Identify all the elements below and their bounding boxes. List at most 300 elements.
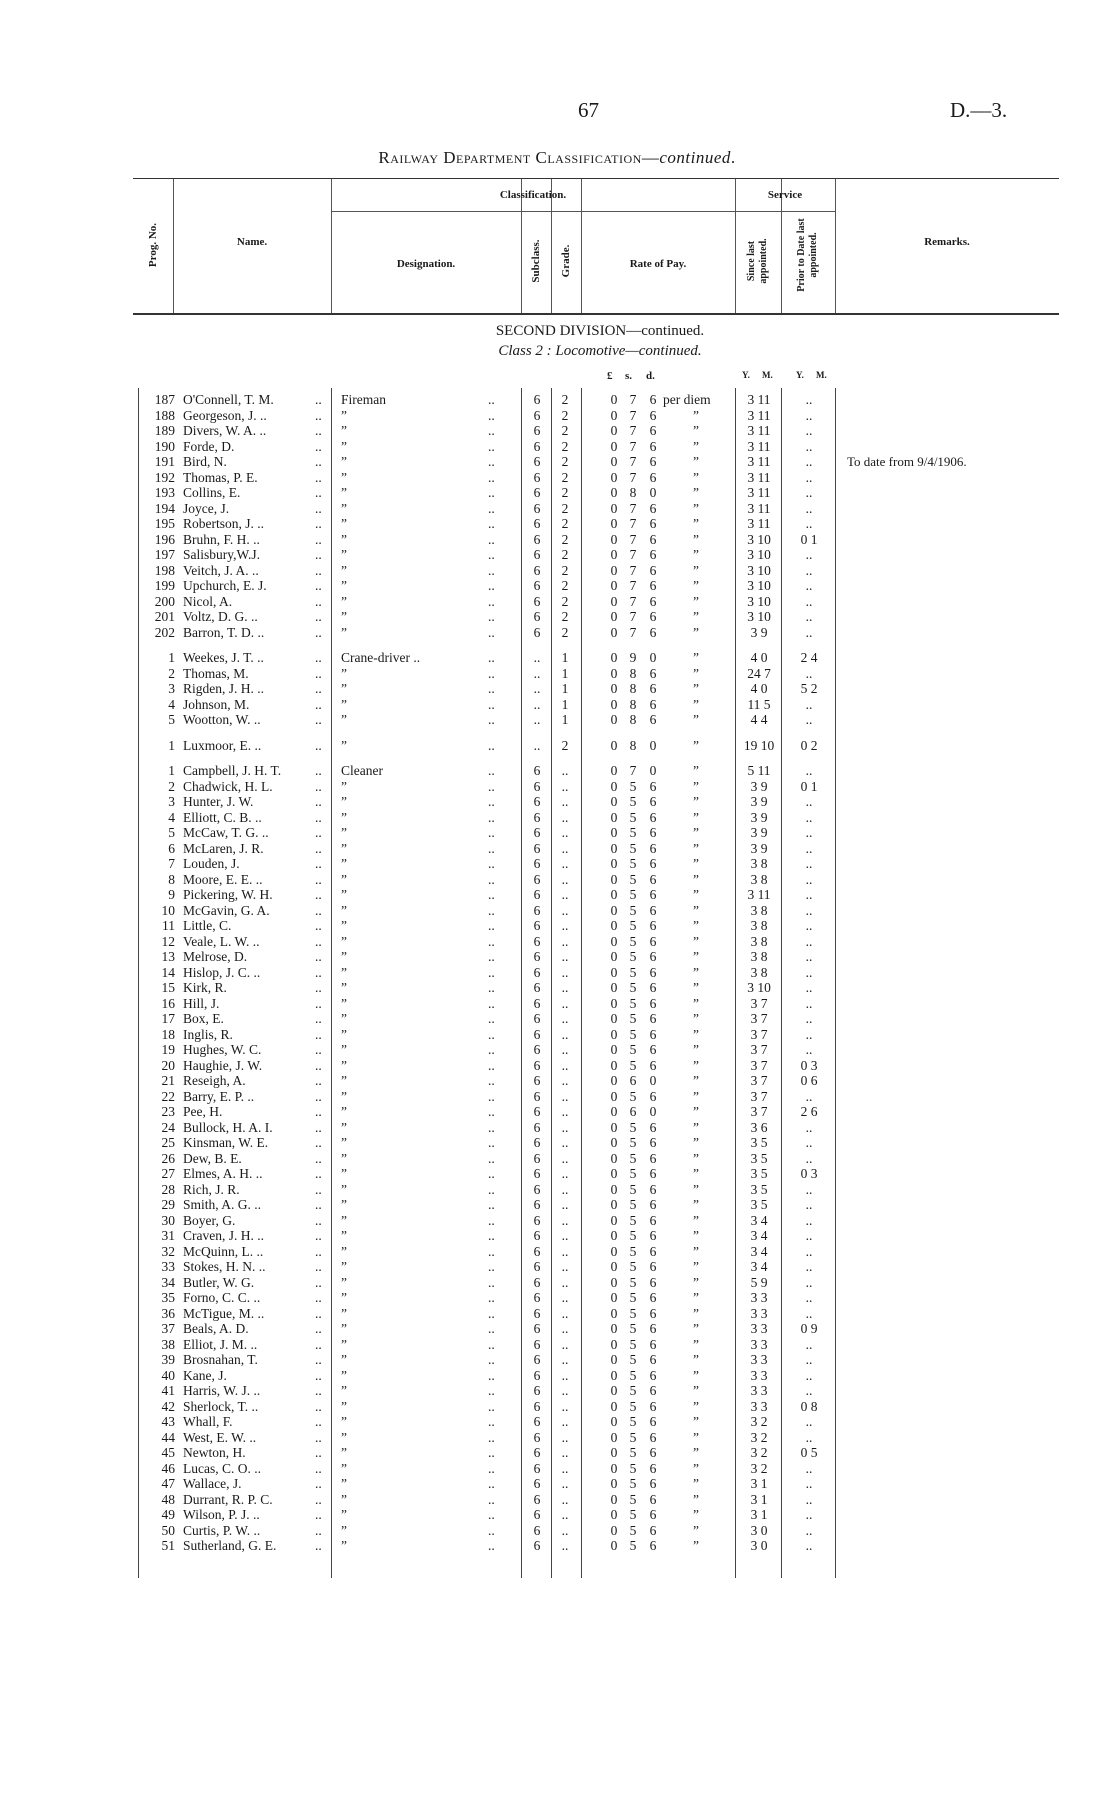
service-since-last: 3 11 — [747, 485, 771, 500]
table-row — [133, 1073, 1059, 1089]
service-since-last: 3 4 — [750, 1212, 768, 1228]
leader-dots: .. — [488, 1011, 495, 1026]
name: Bruhn, F. H. .. — [183, 531, 260, 547]
name: Bird, N. — [183, 454, 227, 469]
header-classification: Classification. — [499, 189, 567, 201]
grade: .. — [561, 1166, 569, 1181]
leader-dots: .. — [488, 794, 495, 809]
pay-period: ” — [693, 1491, 699, 1507]
pay-shillings: 7 — [629, 593, 637, 609]
service-since-last: 3 7 — [750, 995, 768, 1011]
designation: ” — [341, 871, 347, 887]
unit-pounds: £ — [607, 370, 613, 382]
pay-period: ” — [693, 995, 699, 1011]
subclass: 6 — [533, 624, 541, 640]
prog-no: 199 — [154, 578, 175, 593]
grade: .. — [561, 1243, 569, 1259]
designation: Crane-driver .. — [341, 650, 421, 665]
pay-period: ” — [693, 423, 699, 438]
service-since-last: 3 11 — [747, 392, 771, 407]
pay-period: ” — [693, 1429, 699, 1445]
leader-dots: .. — [315, 949, 322, 964]
subclass: .. — [533, 712, 541, 727]
pay-shillings: 5 — [629, 918, 637, 933]
service-prior: 0 1 — [800, 531, 818, 547]
leader-dots: .. — [488, 712, 495, 727]
leader-dots: .. — [315, 681, 322, 696]
header-prog-no: Prog. No. — [147, 222, 159, 268]
leader-dots: .. — [488, 609, 495, 624]
leader-dots: .. — [315, 887, 322, 902]
pay-pence: 6 — [649, 995, 657, 1011]
leader-dots: .. — [488, 1259, 495, 1274]
designation: ” — [341, 1290, 347, 1305]
leader-dots: .. — [488, 1243, 495, 1259]
table-row — [133, 1182, 1059, 1198]
service-since-last: 3 3 — [750, 1398, 768, 1414]
subclass: 6 — [533, 1476, 541, 1491]
prog-no: 197 — [154, 547, 175, 562]
leader-dots: .. — [488, 1321, 495, 1336]
leader-dots: .. — [488, 1445, 495, 1460]
leader-dots: .. — [315, 1057, 322, 1073]
header-grade: Grade. — [560, 244, 572, 278]
grade: .. — [561, 794, 569, 809]
prog-no: 13 — [161, 949, 175, 964]
pay-period: ” — [693, 1445, 699, 1460]
pay-shillings: 5 — [629, 980, 637, 995]
leader-dots: .. — [488, 423, 495, 438]
table-row — [133, 794, 1059, 810]
service-prior: .. — [805, 1228, 813, 1243]
leader-dots: .. — [488, 809, 495, 825]
pay-pounds: 0 — [610, 1321, 618, 1336]
service-since-last: 3 5 — [750, 1166, 768, 1181]
pay-period: ” — [693, 737, 699, 753]
pay-pence: 0 — [649, 1104, 657, 1119]
prog-no: 36 — [161, 1305, 175, 1321]
name: Elliot, J. M. .. — [183, 1336, 258, 1352]
designation: ” — [341, 624, 347, 640]
table-row — [133, 563, 1059, 579]
leader-dots: .. — [488, 454, 495, 469]
prog-no: 34 — [161, 1274, 175, 1290]
header-service: Service — [767, 189, 803, 201]
service-prior: 0 1 — [800, 778, 818, 794]
service-since-last: 3 1 — [750, 1476, 768, 1491]
prog-no: 18 — [161, 1026, 175, 1042]
pay-pounds: 0 — [610, 949, 618, 964]
grade: 2 — [561, 485, 569, 500]
pay-shillings: 7 — [629, 454, 637, 469]
prog-no: 3 — [168, 794, 175, 809]
leader-dots: .. — [488, 1197, 495, 1212]
prog-no: 31 — [161, 1228, 175, 1243]
pay-period: ” — [693, 1274, 699, 1290]
prog-no: 51 — [161, 1538, 175, 1553]
service-prior: .. — [805, 933, 813, 949]
leader-dots: .. — [315, 1352, 322, 1367]
pay-period: ” — [693, 1212, 699, 1228]
leader-dots: .. — [315, 609, 322, 624]
leader-dots: .. — [315, 650, 322, 665]
name: Hughes, W. C. — [183, 1042, 262, 1057]
service-since-last: 3 7 — [750, 1073, 768, 1088]
designation: ” — [341, 1212, 347, 1228]
leader-dots: .. — [315, 593, 322, 609]
name: Sutherland, G. E. — [183, 1538, 277, 1553]
name: Melrose, D. — [183, 949, 248, 964]
name: Pee, H. — [183, 1104, 223, 1119]
table-row — [133, 949, 1059, 965]
table-row — [133, 1275, 1059, 1291]
pay-pence: 6 — [649, 1150, 657, 1166]
service-since-last: 3 1 — [750, 1491, 768, 1507]
name: Rigden, J. H. .. — [183, 681, 264, 696]
service-since-last: 3 7 — [750, 1042, 768, 1057]
pay-shillings: 7 — [629, 578, 637, 593]
prog-no: 20 — [161, 1057, 175, 1073]
table-row — [133, 841, 1059, 857]
grade: 1 — [561, 665, 569, 681]
leader-dots: .. — [315, 1259, 322, 1274]
service-since-last: 3 2 — [750, 1429, 768, 1445]
service-prior: 0 9 — [800, 1321, 818, 1336]
pay-period: ” — [693, 1166, 699, 1181]
service-since-last: 3 9 — [750, 778, 768, 794]
subclass: 6 — [533, 1336, 541, 1352]
leader-dots: .. — [488, 1476, 495, 1491]
service-prior: .. — [805, 1414, 813, 1429]
pay-pounds: 0 — [610, 1197, 618, 1212]
pay-shillings: 5 — [629, 871, 637, 887]
pay-pounds: 0 — [610, 1383, 618, 1398]
prog-no: 15 — [161, 980, 175, 995]
pay-pounds: 0 — [610, 1290, 618, 1305]
designation: ” — [341, 1336, 347, 1352]
grade: .. — [561, 902, 569, 918]
header-remarks: Remarks. — [924, 236, 970, 248]
leader-dots: .. — [315, 778, 322, 794]
service-since-last: 3 0 — [750, 1538, 768, 1553]
table-row — [133, 578, 1059, 594]
grade: 2 — [561, 593, 569, 609]
name: Hislop, J. C. .. — [183, 964, 261, 980]
pay-shillings: 7 — [629, 609, 637, 624]
leader-dots: .. — [488, 1383, 495, 1398]
pay-shillings: 5 — [629, 964, 637, 980]
designation: ” — [341, 1460, 347, 1476]
pay-period: ” — [693, 1042, 699, 1057]
name: McTigue, M. .. — [183, 1305, 265, 1321]
service-since-last: 3 9 — [750, 809, 768, 825]
prog-no: 191 — [154, 454, 175, 469]
pay-shillings: 5 — [629, 1414, 637, 1429]
leader-dots: .. — [315, 964, 322, 980]
pay-pence: 6 — [649, 531, 657, 547]
pay-period: ” — [693, 485, 699, 500]
pay-period: ” — [693, 1290, 699, 1305]
pay-shillings: 8 — [629, 681, 637, 696]
pay-pounds: 0 — [610, 871, 618, 887]
pay-period: ” — [693, 696, 699, 712]
title-main: Railway Department Classification — [378, 148, 642, 167]
designation: Fireman — [341, 392, 386, 407]
designation: Cleaner — [341, 763, 383, 778]
subclass: 6 — [533, 1305, 541, 1321]
name: Veale, L. W. .. — [183, 933, 260, 949]
prog-no: 12 — [161, 933, 175, 949]
designation: ” — [341, 469, 347, 485]
table-row — [133, 1011, 1059, 1027]
leader-dots: .. — [315, 696, 322, 712]
pay-shillings: 5 — [629, 1274, 637, 1290]
designation: ” — [341, 1305, 347, 1321]
table-row — [133, 918, 1059, 934]
leader-dots: .. — [315, 454, 322, 469]
leader-dots: .. — [488, 1414, 495, 1429]
pay-pence: 6 — [649, 887, 657, 902]
pay-shillings: 5 — [629, 1150, 637, 1166]
prog-no: 5 — [168, 825, 175, 840]
prog-no: 24 — [161, 1119, 175, 1135]
table-row — [133, 1135, 1059, 1151]
designation: ” — [341, 1135, 347, 1150]
pay-pounds: 0 — [610, 1522, 618, 1538]
service-prior: .. — [805, 547, 813, 562]
pay-period: ” — [693, 712, 699, 727]
grade: 2 — [561, 423, 569, 438]
pay-shillings: 8 — [629, 485, 637, 500]
leader-dots: .. — [315, 1398, 322, 1414]
prog-no: 189 — [154, 423, 175, 438]
leader-dots: .. — [488, 1507, 495, 1522]
service-since-last: 3 7 — [750, 1104, 768, 1119]
pay-pence: 6 — [649, 1383, 657, 1398]
leader-dots: .. — [315, 1507, 322, 1522]
prog-no: 17 — [161, 1011, 175, 1026]
pay-pence: 0 — [649, 763, 657, 778]
service-prior: .. — [805, 1150, 813, 1166]
name: McGavin, G. A. — [183, 902, 270, 918]
pay-period: ” — [693, 1135, 699, 1150]
subclass: 6 — [533, 1243, 541, 1259]
pay-pounds: 0 — [610, 712, 618, 727]
header-rate-of-pay: Rate of Pay. — [629, 258, 687, 270]
service-since-last: 24 7 — [747, 665, 771, 681]
pay-pence: 6 — [649, 825, 657, 840]
table-header — [133, 178, 1059, 315]
designation: ” — [341, 1538, 347, 1553]
subclass: 6 — [533, 871, 541, 887]
pay-shillings: 5 — [629, 887, 637, 902]
table-row — [133, 1337, 1059, 1353]
pay-pounds: 0 — [610, 1491, 618, 1507]
designation: ” — [341, 562, 347, 578]
leader-dots: .. — [315, 1197, 322, 1212]
pay-pounds: 0 — [610, 856, 618, 871]
service-since-last: 3 4 — [750, 1259, 768, 1274]
pay-period: ” — [693, 1321, 699, 1336]
leader-dots: .. — [488, 1429, 495, 1445]
leader-dots: .. — [315, 1119, 322, 1135]
pay-pence: 6 — [649, 1011, 657, 1026]
pay-period: ” — [693, 454, 699, 469]
service-since-last: 3 0 — [750, 1522, 768, 1538]
leader-dots: .. — [488, 469, 495, 485]
leader-dots: .. — [488, 1150, 495, 1166]
subclass: 6 — [533, 609, 541, 624]
leader-dots: .. — [488, 665, 495, 681]
pay-shillings: 5 — [629, 778, 637, 794]
leader-dots: .. — [488, 1166, 495, 1181]
pay-pounds: 0 — [610, 665, 618, 681]
pay-pounds: 0 — [610, 547, 618, 562]
table-row — [133, 1058, 1059, 1074]
subclass: 6 — [533, 1352, 541, 1367]
service-prior: .. — [805, 1088, 813, 1104]
service-since-last: 3 3 — [750, 1321, 768, 1336]
prog-no: 50 — [161, 1522, 175, 1538]
service-prior: .. — [805, 980, 813, 995]
pay-pounds: 0 — [610, 609, 618, 624]
service-prior: .. — [805, 1259, 813, 1274]
service-since-last: 3 3 — [750, 1336, 768, 1352]
leader-dots: .. — [315, 500, 322, 516]
pay-pounds: 0 — [610, 887, 618, 902]
prog-no: 11 — [162, 918, 175, 933]
leader-dots: .. — [488, 1367, 495, 1383]
service-prior: .. — [805, 423, 813, 438]
page-title: Railway Department Classification—continued. — [378, 148, 736, 167]
leader-dots: .. — [488, 949, 495, 964]
service-since-last: 3 5 — [750, 1135, 768, 1150]
pay-pence: 6 — [649, 624, 657, 640]
service-since-last: 3 11 — [747, 438, 771, 454]
grade: .. — [561, 1073, 569, 1088]
leader-dots: .. — [315, 1166, 322, 1181]
subclass: 6 — [533, 516, 541, 531]
header-since-last-appointed: Since last appointed. — [746, 238, 769, 284]
prog-no: 198 — [154, 562, 175, 578]
leader-dots: .. — [488, 1042, 495, 1057]
name: Smith, A. G. .. — [183, 1197, 262, 1212]
table-row — [133, 1228, 1059, 1244]
pay-pounds: 0 — [610, 500, 618, 516]
designation: ” — [341, 681, 347, 696]
designation: ” — [341, 1491, 347, 1507]
service-since-last: 3 9 — [750, 825, 768, 840]
pay-pence: 6 — [649, 1135, 657, 1150]
pay-shillings: 5 — [629, 1476, 637, 1491]
subclass: 6 — [533, 1026, 541, 1042]
pay-shillings: 7 — [629, 562, 637, 578]
leader-dots: .. — [488, 964, 495, 980]
service-prior: .. — [805, 1026, 813, 1042]
pay-period: ” — [693, 516, 699, 531]
designation: ” — [341, 547, 347, 562]
leader-dots: .. — [315, 737, 322, 753]
prog-no: 7 — [168, 856, 175, 871]
pay-shillings: 8 — [629, 696, 637, 712]
pay-shillings: 5 — [629, 1460, 637, 1476]
service-prior: .. — [805, 964, 813, 980]
name: Divers, W. A. .. — [183, 423, 267, 438]
grade: .. — [561, 1212, 569, 1228]
pay-period: ” — [693, 547, 699, 562]
table-row — [133, 1538, 1059, 1554]
pay-shillings: 5 — [629, 1119, 637, 1135]
pay-period: ” — [693, 887, 699, 902]
designation: ” — [341, 1445, 347, 1460]
pay-pounds: 0 — [610, 995, 618, 1011]
service-since-last: 3 10 — [747, 531, 771, 547]
pay-period: ” — [693, 1057, 699, 1073]
subclass: .. — [533, 650, 541, 665]
pay-shillings: 5 — [629, 1305, 637, 1321]
table-row — [133, 1027, 1059, 1043]
leader-dots: .. — [315, 1305, 322, 1321]
service-prior: .. — [805, 516, 813, 531]
pay-period: ” — [693, 1197, 699, 1212]
designation: ” — [341, 887, 347, 902]
pay-shillings: 5 — [629, 840, 637, 856]
subclass: 6 — [533, 1011, 541, 1026]
leader-dots: .. — [315, 1243, 322, 1259]
pay-pence: 6 — [649, 438, 657, 454]
pay-shillings: 5 — [629, 1228, 637, 1243]
pay-shillings: 7 — [629, 624, 637, 640]
service-prior: .. — [805, 1476, 813, 1491]
subclass: 6 — [533, 454, 541, 469]
leader-dots: .. — [488, 392, 495, 407]
subclass: 6 — [533, 1445, 541, 1460]
subclass: 6 — [533, 1150, 541, 1166]
name: Forno, C. C. .. — [183, 1290, 261, 1305]
subclass: 6 — [533, 469, 541, 485]
table-row — [133, 1166, 1059, 1182]
pay-pounds: 0 — [610, 737, 618, 753]
name: Stokes, H. N. .. — [183, 1259, 266, 1274]
pay-pounds: 0 — [610, 778, 618, 794]
prog-no: 26 — [161, 1150, 175, 1166]
header-subclass: Subclass. — [530, 239, 542, 283]
prog-no: 39 — [161, 1352, 175, 1367]
leader-dots: .. — [315, 902, 322, 918]
name: Johnson, M. — [183, 696, 250, 712]
service-prior: .. — [805, 454, 813, 469]
leader-dots: .. — [315, 1150, 322, 1166]
leader-dots: .. — [488, 980, 495, 995]
prog-no: 190 — [154, 438, 175, 454]
grade: .. — [561, 1491, 569, 1507]
grade: 1 — [561, 696, 569, 712]
subclass: .. — [533, 665, 541, 681]
pay-period: ” — [693, 871, 699, 887]
service-prior: .. — [805, 1383, 813, 1398]
pay-pounds: 0 — [610, 1398, 618, 1414]
designation: ” — [341, 794, 347, 809]
pay-pounds: 0 — [610, 1212, 618, 1228]
pay-period: ” — [693, 1088, 699, 1104]
name: Bullock, H. A. I. — [183, 1119, 273, 1135]
pay-period: ” — [693, 1305, 699, 1321]
designation: ” — [341, 1429, 347, 1445]
grade: 2 — [561, 578, 569, 593]
subclass: 6 — [533, 547, 541, 562]
service-prior: .. — [805, 1538, 813, 1553]
pay-pence: 6 — [649, 500, 657, 516]
